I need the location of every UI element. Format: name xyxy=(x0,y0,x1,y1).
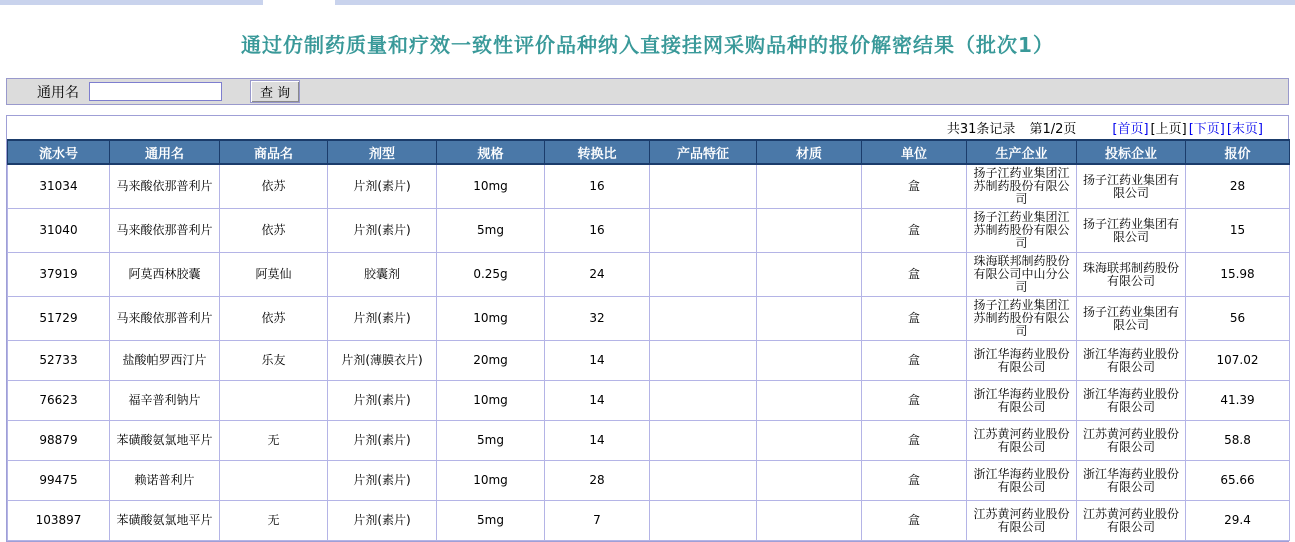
table-cell xyxy=(757,461,862,501)
table-cell xyxy=(650,461,757,501)
table-cell: 依苏 xyxy=(220,297,328,341)
table-cell: 51729 xyxy=(8,297,110,341)
table-cell: 盐酸帕罗西汀片 xyxy=(110,341,220,381)
table-cell: 103897 xyxy=(8,501,110,541)
table-row xyxy=(8,461,1290,501)
table-cell xyxy=(757,209,862,253)
pagination-link-prev[interactable]: [上页] xyxy=(1150,122,1187,137)
table-cell: 盒 xyxy=(862,341,967,381)
table-cell: 31034 xyxy=(8,164,110,209)
table-cell: 浙江华海药业股份有限公司 xyxy=(1077,381,1186,421)
table-cell: 片剂(素片) xyxy=(328,421,437,461)
table-cell xyxy=(650,381,757,421)
pagination-links xyxy=(1110,118,1263,137)
table-cell: 76623 xyxy=(8,381,110,421)
table-cell: 盒 xyxy=(862,253,967,297)
table-cell: 珠海联邦制药股份有限公司中山分公司 xyxy=(967,253,1077,297)
table-cell: 浙江华海药业股份有限公司 xyxy=(1077,341,1186,381)
column-header: 流水号 xyxy=(8,140,110,164)
table-cell: 37919 xyxy=(8,253,110,297)
table-cell: 阿莫仙 xyxy=(220,253,328,297)
column-header: 转换比 xyxy=(545,140,650,164)
table-cell: 江苏黄河药业股份有限公司 xyxy=(967,501,1077,541)
table-row xyxy=(8,421,1290,461)
table-cell: 片剂(素片) xyxy=(328,209,437,253)
table-cell: 14 xyxy=(545,341,650,381)
table-cell: 28 xyxy=(545,461,650,501)
table-cell: 片剂(薄膜衣片) xyxy=(328,341,437,381)
table-cell: 浙江华海药业股份有限公司 xyxy=(967,341,1077,381)
table-cell xyxy=(757,421,862,461)
column-header: 生产企业 xyxy=(967,140,1077,164)
table-cell: 41.39 xyxy=(1186,381,1290,421)
table-cell: 52733 xyxy=(8,341,110,381)
table-cell: 盒 xyxy=(862,209,967,253)
table-cell: 依苏 xyxy=(220,209,328,253)
table-cell: 珠海联邦制药股份有限公司 xyxy=(1077,253,1186,297)
table-cell xyxy=(220,461,328,501)
table-cell: 依苏 xyxy=(220,164,328,209)
generic-name-label: 通用名 xyxy=(37,84,79,101)
table-cell: 107.02 xyxy=(1186,341,1290,381)
column-header: 商品名 xyxy=(220,140,328,164)
column-header: 报价 xyxy=(1186,140,1290,164)
table-cell: 扬子江药业集团江苏制药股份有限公司 xyxy=(967,297,1077,341)
table-cell xyxy=(220,381,328,421)
table-cell xyxy=(650,341,757,381)
table-cell: 浙江华海药业股份有限公司 xyxy=(967,461,1077,501)
table-cell: 65.66 xyxy=(1186,461,1290,501)
table-cell xyxy=(650,164,757,209)
table-cell xyxy=(757,381,862,421)
table-cell: 乐友 xyxy=(220,341,328,381)
table-cell: 苯磺酸氨氯地平片 xyxy=(110,421,220,461)
table-cell xyxy=(650,297,757,341)
pagination-link-next[interactable]: [下页] xyxy=(1188,122,1225,137)
table-cell: 5mg xyxy=(437,501,545,541)
table-cell: 马来酸依那普利片 xyxy=(110,209,220,253)
top-strip-gap xyxy=(263,0,335,5)
table-body xyxy=(8,164,1290,541)
table-row xyxy=(8,381,1290,421)
table-cell: 16 xyxy=(545,209,650,253)
table-cell: 马来酸依那普利片 xyxy=(110,297,220,341)
table-cell: 31040 xyxy=(8,209,110,253)
column-header: 通用名 xyxy=(110,140,220,164)
page-title: 通过仿制药质量和疗效一致性评价品种纳入直接挂网采购品种的报价解密结果（批次1） xyxy=(241,33,1054,57)
table-cell: 15 xyxy=(1186,209,1290,253)
table-cell: 片剂(素片) xyxy=(328,297,437,341)
query-button[interactable]: 查 询 xyxy=(250,80,300,103)
table-cell: 片剂(素片) xyxy=(328,501,437,541)
table-cell xyxy=(757,341,862,381)
table-cell: 扬子江药业集团有限公司 xyxy=(1077,297,1186,341)
column-header: 剂型 xyxy=(328,140,437,164)
table-row xyxy=(8,164,1290,209)
table-cell: 片剂(素片) xyxy=(328,164,437,209)
table-cell: 14 xyxy=(545,381,650,421)
table-cell: 99475 xyxy=(8,461,110,501)
table-cell: 扬子江药业集团有限公司 xyxy=(1077,209,1186,253)
generic-name-input[interactable] xyxy=(89,82,222,101)
table-cell: 福辛普利钠片 xyxy=(110,381,220,421)
table-cell xyxy=(650,421,757,461)
results-table xyxy=(7,139,1290,541)
table-cell: 10mg xyxy=(437,381,545,421)
table-cell: 阿莫西林胶囊 xyxy=(110,253,220,297)
table-cell: 0.25g xyxy=(437,253,545,297)
table-cell: 10mg xyxy=(437,297,545,341)
table-cell: 无 xyxy=(220,421,328,461)
table-cell: 江苏黄河药业股份有限公司 xyxy=(967,421,1077,461)
table-cell: 16 xyxy=(545,164,650,209)
column-header: 材质 xyxy=(757,140,862,164)
table-cell: 29.4 xyxy=(1186,501,1290,541)
pagination-link-last[interactable]: [末页] xyxy=(1226,122,1263,137)
table-cell: 盒 xyxy=(862,421,967,461)
table-cell: 7 xyxy=(545,501,650,541)
table-cell xyxy=(757,297,862,341)
table-cell xyxy=(650,209,757,253)
table-cell: 5mg xyxy=(437,209,545,253)
table-cell: 胶囊剂 xyxy=(328,253,437,297)
table-cell: 苯磺酸氨氯地平片 xyxy=(110,501,220,541)
table-cell: 马来酸依那普利片 xyxy=(110,164,220,209)
table-cell: 无 xyxy=(220,501,328,541)
table-cell: 15.98 xyxy=(1186,253,1290,297)
page-indicator: 第1/2页 xyxy=(1029,122,1077,137)
results-table-container xyxy=(6,115,1289,542)
column-header: 投标企业 xyxy=(1077,140,1186,164)
table-row xyxy=(8,209,1290,253)
table-cell: 盒 xyxy=(862,381,967,421)
table-cell: 24 xyxy=(545,253,650,297)
table-cell: 扬子江药业集团江苏制药股份有限公司 xyxy=(967,209,1077,253)
table-header-row xyxy=(8,140,1290,164)
table-cell: 江苏黄河药业股份有限公司 xyxy=(1077,421,1186,461)
table-cell: 10mg xyxy=(437,461,545,501)
pagination xyxy=(7,116,1288,139)
table-row xyxy=(8,341,1290,381)
table-cell xyxy=(757,253,862,297)
table-cell: 片剂(素片) xyxy=(328,381,437,421)
table-cell: 片剂(素片) xyxy=(328,461,437,501)
pagination-link-first[interactable]: [首页] xyxy=(1112,122,1149,137)
table-cell: 10mg xyxy=(437,164,545,209)
table-cell: 浙江华海药业股份有限公司 xyxy=(1077,461,1186,501)
table-cell: 32 xyxy=(545,297,650,341)
column-header: 单位 xyxy=(862,140,967,164)
column-header: 产品特征 xyxy=(650,140,757,164)
table-cell: 扬子江药业集团有限公司 xyxy=(1077,164,1186,209)
table-cell: 56 xyxy=(1186,297,1290,341)
table-cell: 98879 xyxy=(8,421,110,461)
table-cell xyxy=(757,164,862,209)
table-cell: 盒 xyxy=(862,164,967,209)
table-row xyxy=(8,253,1290,297)
column-header: 规格 xyxy=(437,140,545,164)
table-cell xyxy=(650,253,757,297)
table-cell: 20mg xyxy=(437,341,545,381)
table-cell: 14 xyxy=(545,421,650,461)
table-cell: 盒 xyxy=(862,501,967,541)
table-cell: 扬子江药业集团江苏制药股份有限公司 xyxy=(967,164,1077,209)
table-cell: 5mg xyxy=(437,421,545,461)
table-cell: 28 xyxy=(1186,164,1290,209)
table-cell: 浙江华海药业股份有限公司 xyxy=(967,381,1077,421)
record-count: 共31条记录 xyxy=(946,122,1016,137)
table-row xyxy=(8,297,1290,341)
table-cell: 赖诺普利片 xyxy=(110,461,220,501)
table-cell: 58.8 xyxy=(1186,421,1290,461)
top-strip xyxy=(0,0,1295,5)
table-cell: 江苏黄河药业股份有限公司 xyxy=(1077,501,1186,541)
search-bar xyxy=(6,78,1289,105)
table-cell: 盒 xyxy=(862,461,967,501)
table-cell: 盒 xyxy=(862,297,967,341)
